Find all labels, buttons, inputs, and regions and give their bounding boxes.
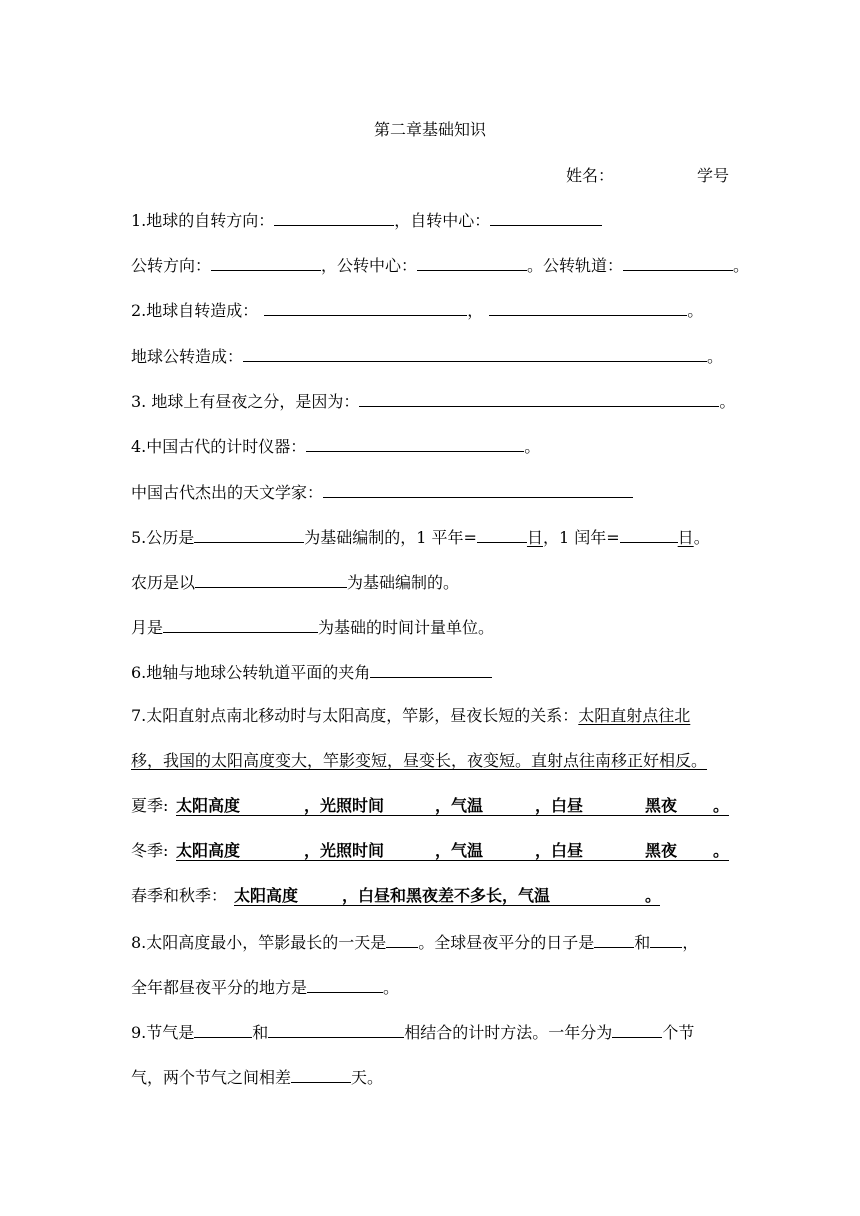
- blank-equinox-2[interactable]: [650, 931, 682, 948]
- q4-line2: 中国古代杰出的天文学家：: [131, 481, 729, 503]
- q2-line1: 2.地球自转造成： ， 。: [131, 301, 704, 320]
- blank-solar-term-count[interactable]: [612, 1021, 662, 1038]
- student-id-label: 学号: [697, 166, 730, 185]
- blank-rotation-effect-2[interactable]: [489, 299, 687, 316]
- q1-line2: 公转方向： ，公转中心： 。公转轨道： 。: [131, 256, 750, 275]
- q8-line1: 8.太阳高度最小，竿影最长的一天是 。全球昼夜平分的日子是 和 ，: [131, 933, 699, 952]
- spring-autumn-answer-line[interactable]: 太阳高度 ，白昼和黑夜差不多长，气温 。: [234, 886, 662, 905]
- q9-line1: 9.节气是 和 相结合的计时方法。一年分为 个节: [131, 1023, 695, 1042]
- q8-line2: 全年都昼夜平分的地方是 。: [131, 978, 400, 997]
- q7-line1: 7.太阳直射点南北移动时与太阳高度，竿影，昼夜长短的关系：太阳直射点往北: [131, 706, 691, 725]
- blank-solar-term-basis-1[interactable]: [194, 1021, 252, 1038]
- q9-line2: 气，两个节气之间相差 天。: [131, 1068, 384, 1087]
- winter-answer-line[interactable]: 太阳高度 ，光照时间 ，气温 ，白昼 黑夜 。: [176, 841, 729, 860]
- blank-lunar-basis[interactable]: [195, 571, 347, 588]
- blank-month-basis[interactable]: [163, 616, 318, 633]
- q3-line: 3. 地球上有昼夜之分，是因为： 。: [131, 392, 736, 411]
- q7-winter-line: 冬季: 太阳高度 ，光照时间 ，气温 ，白昼 黑夜 。: [131, 841, 729, 860]
- blank-rotation-effect-1[interactable]: [264, 299, 467, 316]
- q5-line3: 月是 为基础的时间计量单位。: [131, 618, 495, 637]
- blank-gregorian-basis[interactable]: [194, 526, 304, 543]
- blank-day-night-reason[interactable]: [359, 390, 719, 407]
- q6-line: 6.地轴与地球公转轨道平面的夹角: [131, 661, 729, 683]
- q2-line2: 地球公转造成： 。: [131, 347, 724, 366]
- blank-axial-tilt[interactable]: [370, 661, 492, 678]
- blank-leap-year-days[interactable]: [620, 526, 678, 543]
- blank-solar-term-interval[interactable]: [291, 1066, 351, 1083]
- blank-rotation-center[interactable]: [490, 209, 602, 226]
- q7-spring-autumn-line: 春季和秋季： 太阳高度 ，白昼和黑夜差不多长，气温 。: [131, 886, 662, 905]
- name-label: 姓名：: [566, 166, 615, 185]
- q7-line2: 移，我国的太阳高度变大，竿影变短，昼变长，夜变短。直射点往南移正好相反。: [131, 751, 708, 770]
- blank-common-year-days[interactable]: [477, 526, 527, 543]
- blank-equinox-1[interactable]: [594, 931, 634, 948]
- q5-line2: 农历是以 为基础编制的。: [131, 573, 460, 592]
- blank-revolution-direction[interactable]: [211, 254, 321, 271]
- blank-equator[interactable]: [307, 976, 383, 993]
- q4-line1: 4.中国古代的计时仪器： 。: [131, 437, 541, 456]
- q5-line1: 5.公历是 为基础编制的，1 平年= 日，1 闰年= 日。: [131, 528, 710, 547]
- page-title: 第二章基础知识: [373, 120, 486, 139]
- blank-revolution-center[interactable]: [417, 254, 527, 271]
- blank-revolution-orbit[interactable]: [623, 254, 733, 271]
- q1-line1: 1.地球的自转方向： ，自转中心：: [131, 209, 729, 231]
- blank-solar-term-basis-2[interactable]: [268, 1021, 404, 1038]
- q7-summer-line: 夏季: 太阳高度 ，光照时间 ，气温 ，白昼 黑夜 。: [131, 796, 729, 815]
- blank-rotation-direction[interactable]: [274, 209, 394, 226]
- blank-astronomer[interactable]: [323, 481, 633, 498]
- blank-revolution-effect[interactable]: [243, 345, 707, 362]
- summer-answer-line[interactable]: 太阳高度 ，光照时间 ，气温 ，白昼 黑夜 。: [176, 796, 729, 815]
- blank-winter-solstice[interactable]: [386, 931, 418, 948]
- blank-ancient-timer[interactable]: [306, 435, 524, 452]
